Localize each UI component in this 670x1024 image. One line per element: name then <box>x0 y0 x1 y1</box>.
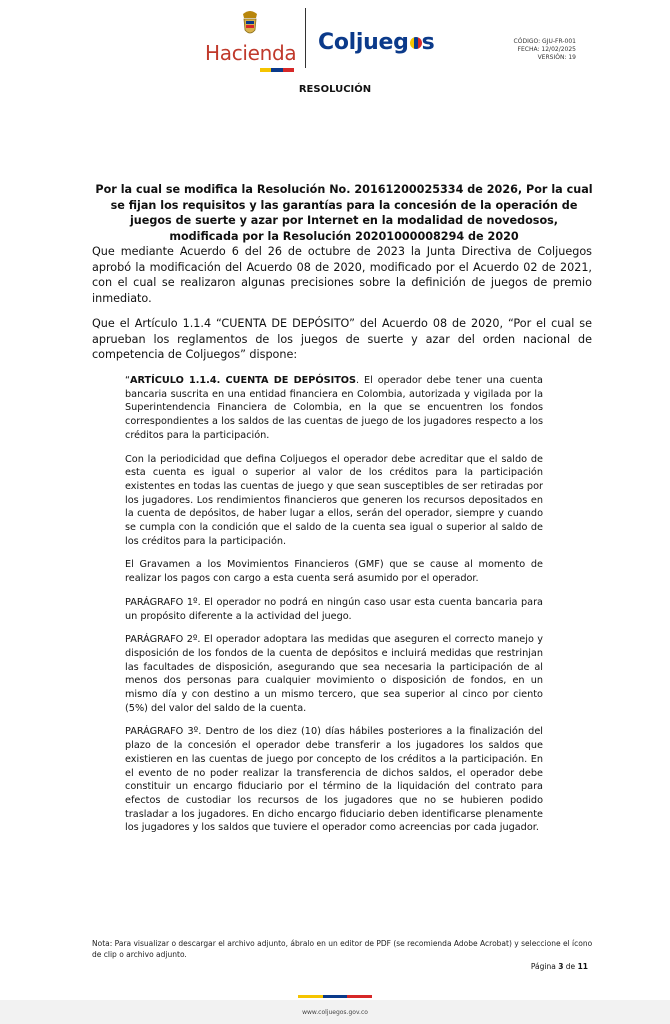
article-heading: ARTÍCULO 1.1.4. CUENTA DE DEPÓSITOS <box>130 375 357 386</box>
page-header <box>0 0 670 90</box>
attachment-note: Nota: Para visualizar o descargar el archivo adjunto, ábralo en un editor de PDF (se recomienda Adobe Acrobat) y seleccione el ícono de clip o archivo adjunto. <box>92 939 593 959</box>
quote-paragraph-3: El Gravamen a los Movimientos Financieros (GMF) que se cause al momento de realizar los pagos con cargo a esta cuenta será asumido por el operador. <box>125 559 543 585</box>
resolution-subject: Por la cual se modifica la Resolución No. 20161200025334 de 2026, Por la cual se fijan los requisitos y las garantías para la concesión de la operación de juegos de suerte y azar por Internet en la modalidad de novedosos, modificada por la Resolución 20201000008294 de 2020 <box>95 183 593 243</box>
open-quote: “ <box>125 375 131 386</box>
coljuegos-wordmark: Coljueg <box>318 30 409 55</box>
page-number <box>531 962 588 971</box>
quote-text-1: . El operador debe tener una cuenta bancaria suscrita en una entidad financiera en Colombia, autorizada y vigilada por la Superintendencia Financiera de Colombia, en la que se encuentren los fondos correspondientes a los saldos de las cuentas de juego de los jugadores respecto a los créditos para la participación. <box>125 375 543 441</box>
hacienda-wordmark: Hacienda <box>205 41 297 65</box>
footer-url: www.coljuegos.gov.co <box>302 1009 368 1016</box>
paragraph-2: Que el Artículo 1.1.4 “CUENTA DE DEPÓSITO” del Acuerdo 08 de 2020, “Por el cual se aprueban los reglamentos de los juegos de suerte y azar del orden nacional de competencia de Coljuegos” dispone: <box>92 317 592 361</box>
quote-paragraph-1 <box>125 374 543 443</box>
page-of: de <box>563 962 578 971</box>
page-current: 3 <box>558 962 564 971</box>
coljuegos-o-mark-icon <box>410 37 422 49</box>
paragraph-1: Que mediante Acuerdo 6 del 26 de octubre de 2023 la Junta Directiva de Coljuegos aprobó la modificación del Acuerdo 08 de 2020, modificado por el Acuerdo 02 de 2021, con el cual se realizaron algunas precisiones sobre la definición de juegos de premio inmediato. <box>92 245 592 305</box>
page-label: Página <box>530 962 559 971</box>
paragrafo-2: PARÁGRAFO 2º. El operador adoptara las medidas que aseguren el correcto manejo y disposición de los fondos de la cuenta de depósitos e incluirá medidas que restrinjan las facultades de disposición, asegurando que sea necesaria la participación de al menos dos personas para cualquier movimiento o disposición de fondos, en un mismo día y con destino a un mismo tercero, que sea superior al cinco por ciento (5%) del valor del saldo de la cuenta. <box>125 634 543 714</box>
quote-paragraph-2: Con la periodicidad que defina Coljuegos el operador debe acreditar que el saldo de esta cuenta es igual o superior al valor de los créditos para la participación existentes en todas las cuentas de juego y que sean susceptibles de ser retiradas por los jugadores. Los rendimientos financieros que generen los recursos depositados en la cuenta de depósitos, de haber lugar a ellos, serán del operador, siempre y cuando se cumpla con la condición que el saldo de la cuenta sea igual o superior al saldo de los créditos para la participación. <box>125 453 543 547</box>
logo-divider <box>305 8 306 68</box>
coat-of-arms-icon <box>240 8 260 38</box>
coljuegos-logo <box>318 30 434 55</box>
page-total: 11 <box>577 962 588 971</box>
quoted-article <box>125 374 543 845</box>
document-control-info <box>514 38 576 62</box>
document-title: RESOLUCIÓN <box>298 84 372 95</box>
hacienda-logo <box>205 8 295 74</box>
coljuegos-wordmark-end: s <box>421 30 435 55</box>
document-code: CÓDIGO: GJU-FR-001 <box>513 38 576 45</box>
footer-flag-stripe <box>298 995 372 998</box>
colombia-flag-stripe <box>260 68 294 72</box>
document-date: FECHA: 12/02/2025 <box>517 46 576 53</box>
paragrafo-3: PARÁGRAFO 3º. Dentro de los diez (10) días hábiles posteriores a la finalización del plazo de la concesión el operador debe transferir a los jugadores los saldos que existieren en las cuentas de juego por concepto de los créditos a la participación. En el evento de no poder realizar la transferencia de dichos saldos, el operador debe constituir un encargo fiduciario por el término de la liquidación del contrato para efectos de custodiar los recursos de los jugadores que no se hubieren podido trasladar a los jugadores. En dicho encargo fiduciario deben identificarse plenamente los jugadores y los saldos que tuviere el operador como acreencias por cada jugador. <box>125 726 543 834</box>
paragrafo-1: PARÁGRAFO 1º. El operador no podrá en ningún caso usar esta cuenta bancaria para un propósito diferente a la actividad del juego. <box>125 596 543 622</box>
document-version: VERSIÓN: 19 <box>537 54 576 61</box>
